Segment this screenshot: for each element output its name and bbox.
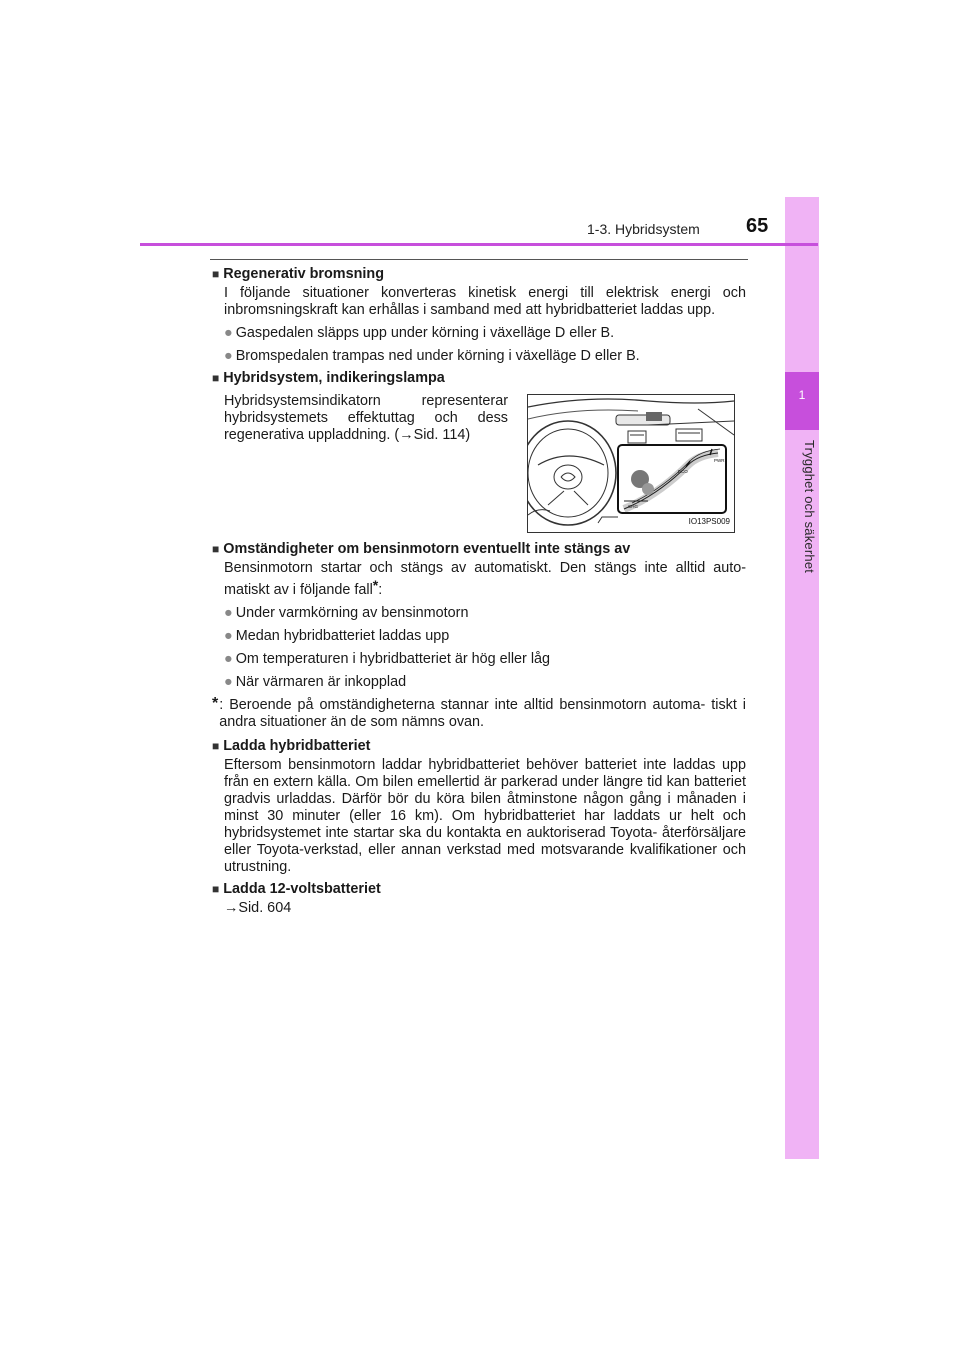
heading-indicator (212, 370, 746, 387)
list-item-text: När värmaren är inkopplad (235, 674, 407, 690)
eco-label: ECO (678, 469, 688, 474)
paragraph-text: Bensinmotorn startar och stängs av automatiskt. Den stängs inte alltid auto- matiskt av i följande fall (224, 560, 746, 598)
paragraph-engine (224, 560, 746, 599)
section-title: 1-3. Hybridsystem (587, 221, 700, 237)
page-number: 65 (746, 215, 769, 237)
square-bullet-icon: ■ (212, 267, 220, 281)
footnote-star: * (212, 695, 219, 712)
heading-text: Ladda 12-voltsbatteriet (223, 881, 381, 897)
list-item-text: Medan hybridbatteriet laddas upp (235, 628, 450, 644)
heading-regen (212, 266, 746, 283)
bullet-dot-icon: ● (224, 348, 233, 364)
chapter-title: Trygghet och säkerhet (802, 440, 817, 574)
chg-label: CHG (628, 504, 638, 509)
list-item (224, 674, 746, 691)
list-item (224, 628, 746, 645)
square-bullet-icon: ■ (212, 542, 220, 556)
dashboard-figure (527, 394, 735, 533)
list-item-text: Bromspedalen trampas ned under körning i växelläge D eller B. (235, 348, 640, 364)
square-bullet-icon: ■ (212, 882, 220, 896)
list-item-text: Under varmkörning av bensinmotorn (235, 605, 469, 621)
content-rule (210, 259, 748, 260)
bullet-dot-icon: ● (224, 651, 233, 667)
bullet-dot-icon: ● (224, 674, 233, 690)
page-reference-link[interactable]: →Sid. 604 (224, 900, 292, 916)
list-item (224, 605, 746, 622)
paragraph-regen: I följande situationer konverteras kinetisk energi till elektrisk energi och inbromsningskraft kan erhållas i samband med att hybridbatteriet laddas upp. (224, 285, 746, 318)
indicator-block (212, 391, 746, 541)
square-bullet-icon: ■ (212, 371, 220, 385)
list-item (224, 348, 746, 365)
list-item-text: Gaspedalen släpps upp under körning i växelläge D eller B. (235, 325, 615, 341)
heading-text: Omständigheter om bensinmotorn eventuellt inte stängs av (223, 541, 631, 557)
list-item-text: Om temperaturen i hybridbatteriet är hög eller låg (235, 651, 551, 667)
figure-code: IO13PS009 (688, 517, 730, 526)
footnote-text: : Beroende på omständigheterna stannar inte alltid bensinmotorn automa- tiskt i andra situationer än de som nämns ovan. (219, 697, 746, 730)
heading-engine (212, 541, 746, 558)
heading-charge-12v (212, 881, 746, 898)
bullet-dot-icon: ● (224, 605, 233, 621)
page-content (212, 266, 746, 917)
square-bullet-icon: ■ (212, 739, 220, 753)
heading-text: Regenerativ bromsning (223, 266, 384, 282)
footnote (212, 697, 746, 731)
pwr-label: PWR (714, 458, 725, 463)
list-item (224, 325, 746, 342)
paragraph-charge-hybrid: Eftersom bensinmotorn laddar hybridbatteriet behöver batteriet inte laddas upp från en extern källa. Om bilen emellertid är parkerad under längre tid kan batteriet gradvis urladdas. Därför bör du köra bilen åtminstone någon gång i månaden i minst 30 minuter (eller 16 km). Om hybridbatteriet har laddats ur helt och hybridsystemet inte startar ska du kontakta en auktoriserad Toyota- återförsäljare eller Toyota-verkstad, eller annan verkstad med motsvarande kvalifikationer och utrustning. (224, 757, 746, 875)
bullet-dot-icon: ● (224, 628, 233, 644)
footnote-marker: * (372, 577, 379, 593)
paragraph-text-end: : (378, 582, 383, 598)
heading-text: Ladda hybridbatteriet (223, 738, 371, 754)
chapter-number: 1 (798, 388, 806, 402)
heading-charge-hybrid (212, 738, 746, 755)
paragraph-indicator: Hybridsystemsindikatorn representerar hybridsystemets effektuttag och dess regenerativa uppladdning. (→Sid. 114) (224, 393, 508, 443)
dashboard-illustration (528, 395, 734, 532)
side-tab (785, 197, 819, 1159)
header-divider (140, 243, 818, 246)
heading-text: Hybridsystem, indikeringslampa (223, 370, 445, 386)
list-item (224, 651, 746, 668)
bullet-dot-icon: ● (224, 325, 233, 341)
